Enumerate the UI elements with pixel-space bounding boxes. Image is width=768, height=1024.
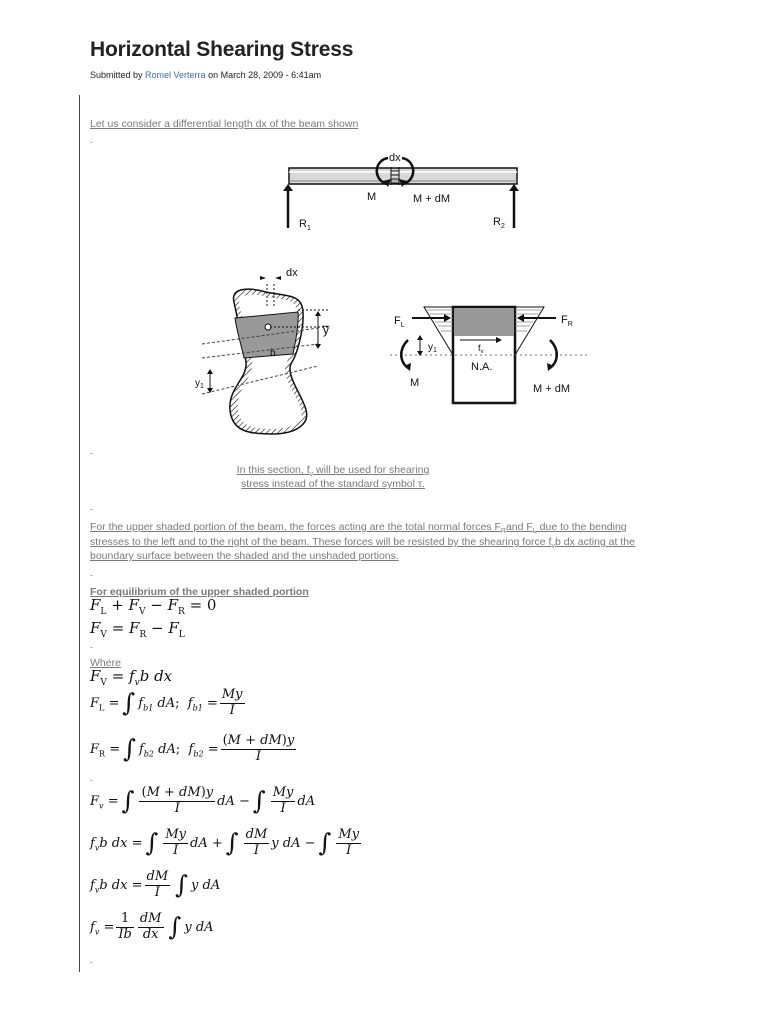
content-left-rule <box>79 95 80 972</box>
page-title: Horizontal Shearing Stress <box>90 38 354 61</box>
equation-fr: $F_R$ = ∫ $f_{b2}$ dA; $f_{b2}$ = $\frac{(M + dM)y}{I}$ <box>90 733 295 764</box>
paragraph-line-1: For the upper shaded portion of the beam, the forces acting are the total normal forces $F_Rand$ $F_L$ due to the bending <box>90 521 627 536</box>
equation-simplified: $f_vb$ dx = $\frac{dM}{I}$ ∫ y dA <box>90 869 221 900</box>
equation-force-sum: $F_L + F_V - F_R = 0$ <box>90 596 217 617</box>
author-link[interactable]: Romel Verterra <box>145 70 206 80</box>
paragraph-line-2: stresses to the left and to the right of the beam. These forces will be resisted by the shearing force $f_vb$ dx acting at the <box>90 536 635 551</box>
intro-text: Let us consider a differential length dx of the beam shown <box>90 118 359 130</box>
separator-dash: - <box>90 504 93 514</box>
stress-distribution-diagram <box>390 300 590 410</box>
beam-m-label: M <box>367 191 377 203</box>
beam-dx-label: dx <box>389 152 401 164</box>
separator-dash: - <box>90 957 93 967</box>
width-b-label: b <box>270 348 276 359</box>
separator-dash: - <box>90 775 93 785</box>
reaction-r1-label: $R_1$ <box>299 218 311 232</box>
section-dx-label: dx <box>286 267 298 279</box>
submitted-date: on March 28, 2009 - 6:41am <box>205 70 322 80</box>
paragraph-line-3: boundary surface between the shaded and the unshaded portions. <box>90 550 399 562</box>
stress-m-dm-label: M + dM <box>533 383 570 395</box>
stress-y1-label: $y_1$ <box>428 342 437 354</box>
cross-section-diagram <box>188 262 348 440</box>
reaction-r2-label: $R_2$ <box>493 216 505 230</box>
beam-diagram <box>270 148 540 236</box>
caption-line-1: In this section, $f_v$ will be used for shearing <box>236 464 430 479</box>
equation-fv-balance: $F_V = F_R - F_L$ <box>90 619 185 640</box>
force-fr-label: $F_R$ <box>561 314 573 328</box>
force-fl-label: $F_L$ <box>394 315 405 329</box>
separator-dash: - <box>90 570 93 580</box>
equation-fv-definition: $F_V = f_vb$ dx <box>90 667 173 688</box>
submitted-prefix: Submitted by <box>90 70 146 80</box>
separator-dash: - <box>90 642 93 652</box>
separator-dash: - <box>90 137 93 147</box>
section-y1-label: $y_1$ <box>195 378 204 390</box>
where-label: Where <box>90 657 121 669</box>
ybar-label: y̅ <box>323 323 329 337</box>
beam-m-dm-label: M + dM <box>413 193 450 205</box>
neutral-axis-label: N.A. <box>471 361 493 373</box>
shear-fv-label: $f_v$ <box>478 343 484 355</box>
equation-expanded: $f_vb$ dx = ∫ $\frac{My}{I}$ dA + ∫ $\frac{dM}{I}$ y dA − ∫ $\frac{My}{I}$ <box>90 827 360 858</box>
equation-fv-integral: $F_v$ = ∫ $\frac{(M + dM)y}{I}$ dA − ∫ $\frac{My}{I}$ dA <box>90 785 316 816</box>
submitted-line <box>90 70 321 80</box>
stress-m-label: M <box>410 377 420 389</box>
caption-line-2: stress instead of the standard symbol τ. <box>241 478 425 490</box>
equilibrium-heading: For equilibrium of the upper shaded portion <box>90 586 309 598</box>
equation-shear-stress-result: $f_v$ = $\frac{1}{Ib}$ $\frac{dM}{dx}$ ∫ y dA <box>90 911 214 942</box>
separator-dash: - <box>90 448 93 458</box>
equation-fl: $F_L$ = ∫ $f_{b1}$ dA; $f_{b1}$ = $\frac{My}{I}$ <box>90 687 243 718</box>
